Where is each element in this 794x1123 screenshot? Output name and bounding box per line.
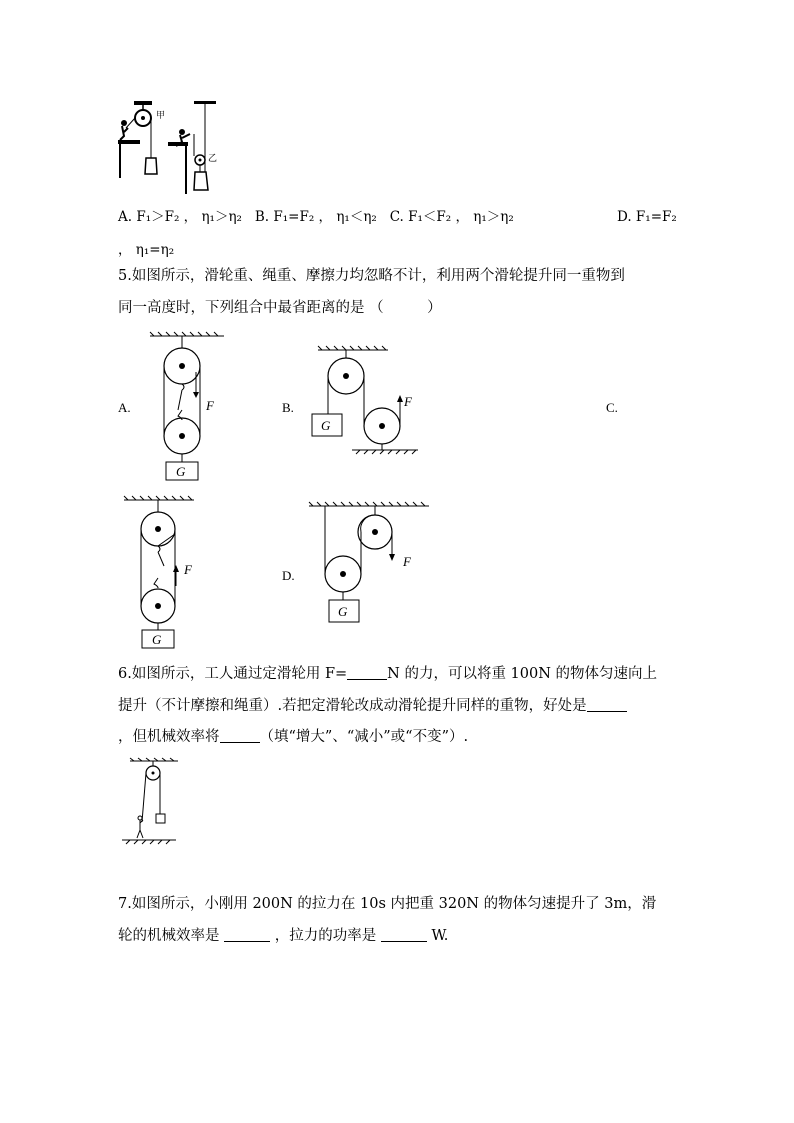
q6-line3-text1: ，但机械效率将 — [118, 729, 220, 745]
q5-figure-c — [120, 494, 200, 652]
q5-stem-line1: 5.如图所示，滑轮重、绳重、摩擦力均忽略不计，利用两个滑轮提升同一重物到 — [118, 268, 625, 284]
q5b-weight-label: G — [321, 418, 331, 433]
q7-line2-text3: W. — [431, 928, 449, 944]
q7-blank-efficiency[interactable] — [224, 927, 270, 942]
q5a-force-label: F — [206, 398, 214, 413]
q6-blank-efficiency[interactable] — [220, 728, 260, 743]
q7-line2-text1: 轮的机械效率是 — [118, 928, 220, 944]
q6-line2 — [118, 696, 627, 716]
q4-options-line2: ， η₁=η₂ — [118, 242, 175, 258]
q4-label-jia: 甲 — [156, 110, 166, 120]
q4-option-c[interactable]: C. F₁＜F₂ ， η₁＞η₂ — [389, 209, 514, 225]
q5-figure-d — [305, 500, 435, 630]
q5c-weight-label: G — [152, 632, 162, 647]
q5-stem-line2: 同一高度时，下列组合中最省距离的是 （ ） — [118, 300, 442, 316]
q4-options-line1 — [118, 207, 514, 227]
q7-line2-text2: ，拉力的功率是 — [274, 928, 377, 944]
q4-option-d[interactable]: D. F₁=F₂ — [617, 209, 677, 225]
q5d-force-label: F — [403, 554, 411, 569]
q4-option-b[interactable]: B. F₁=F₂ ， η₁＜η₂ — [254, 209, 377, 225]
q4-label-yi: 乙 — [208, 153, 218, 163]
q5-label-a[interactable]: A. — [118, 400, 131, 415]
q6-figure — [120, 758, 182, 850]
q5-label-d[interactable]: D. — [282, 568, 295, 583]
q5-label-b[interactable]: B. — [282, 400, 294, 415]
q7-line1: 7.如图所示，小刚用 200N 的拉力在 10s 内把重 320N 的物体匀速提升了 3m，滑 — [118, 896, 657, 912]
q6-line3 — [118, 727, 468, 747]
q6-line3-text2: （填“增大”、“减小”或“不变”）. — [259, 729, 469, 745]
q6-line1-text2: N 的力，可以将重 100N 的物体匀速向上 — [387, 666, 658, 682]
q5-figure-a — [148, 332, 228, 487]
q5b-force-label: F — [404, 394, 412, 409]
q6-line1-text1: 6.如图所示，工人通过定滑轮用 F= — [118, 666, 348, 682]
q5c-force-label: F — [184, 562, 192, 577]
q7-line2 — [118, 926, 448, 946]
q5-figure-b — [308, 336, 423, 461]
q6-blank-force[interactable] — [347, 665, 387, 680]
q4-option-a[interactable]: A. F₁＞F₂ ， η₁＞η₂ — [118, 209, 242, 225]
q5a-weight-label: G — [176, 464, 186, 479]
q6-line2-text: 提升（不计摩擦和绳重）.若把定滑轮改成动滑轮提升同样的重物，好处是 — [118, 698, 587, 714]
q4-figure — [116, 98, 226, 198]
q5-label-c[interactable]: C. — [606, 400, 618, 415]
q6-line1 — [118, 664, 657, 684]
q6-blank-benefit[interactable] — [587, 697, 627, 712]
q7-blank-power[interactable] — [381, 927, 427, 942]
q5d-weight-label: G — [338, 604, 348, 619]
